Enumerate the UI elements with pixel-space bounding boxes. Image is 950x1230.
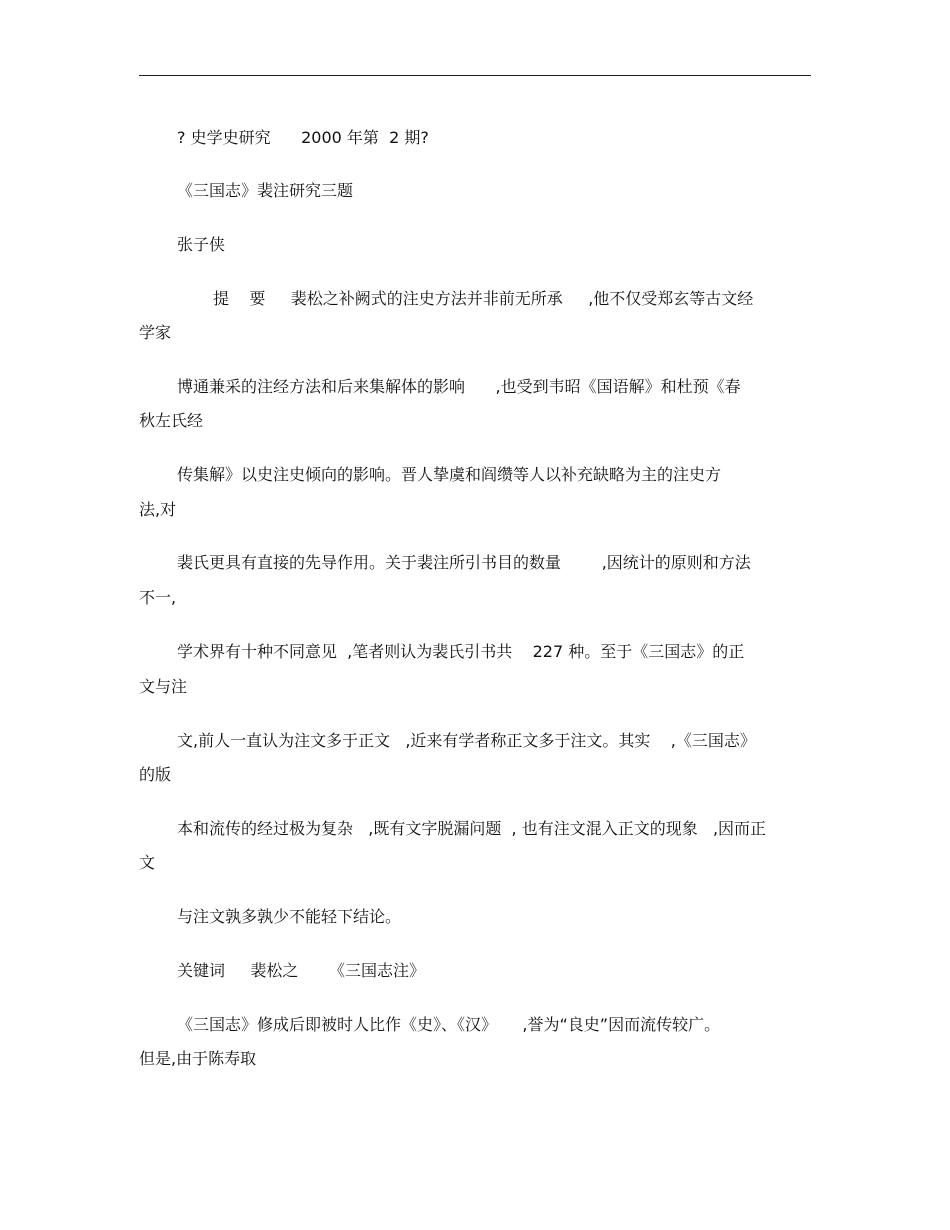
abstract-line: 文,前人一直认为注文多于正文 ,近来有学者称正文多于注文。其实 ,《三国志》 <box>177 731 756 750</box>
abstract-line: 文与注 <box>139 677 188 696</box>
abstract-line: 与注文孰多孰少不能轻下结论。 <box>177 907 402 926</box>
abstract-line: 文 <box>139 853 156 872</box>
abstract-line: 本和流传的经过极为复杂 ,既有文字脱漏问题 , 也有注文混入正文的现象 ,因而正 <box>177 819 767 838</box>
article-title: 《三国志》裴注研究三题 <box>177 181 354 200</box>
running-head: ? 史学史研究 2000 年第 2 期? <box>177 128 429 147</box>
header-rule <box>139 75 811 76</box>
abstract-line: 裴氏更具有直接的先导作用。关于裴注所引书目的数量 ,因统计的原则和方法 <box>177 553 751 572</box>
abstract-line: 学家 <box>139 323 172 342</box>
abstract-line: 不一, <box>139 588 177 607</box>
abstract-line: 秋左氏经 <box>139 411 204 430</box>
abstract-line: 博通兼采的注经方法和后来集解体的影响 ,也受到韦昭《国语解》和杜预《春 <box>177 377 741 396</box>
abstract-line: 传集解》以史注史倾向的影响。晋人挚虞和阎缵等人以补充缺略为主的注史方 <box>177 465 722 484</box>
body-line: 《三国志》修成后即被时人比作《史》、《汉》 ,誉为“良史”因而流传较广。 <box>177 1015 721 1034</box>
abstract-line: 的版 <box>139 765 172 784</box>
keywords-line: 关键词 裴松之 《三国志注》 <box>177 961 425 980</box>
article-author: 张子侠 <box>177 235 226 254</box>
abstract-line: 法,对 <box>139 500 177 519</box>
body-line: 但是,由于陈寿取 <box>139 1049 257 1068</box>
abstract-line: 提 要 裴松之补阙式的注史方法并非前无所承 ,他不仅受郑玄等古文经 <box>213 289 754 308</box>
abstract-line: 学术界有十种不同意见 ,笔者则认为裴氏引书共 227 种。至于《三国志》的正 <box>177 642 745 661</box>
